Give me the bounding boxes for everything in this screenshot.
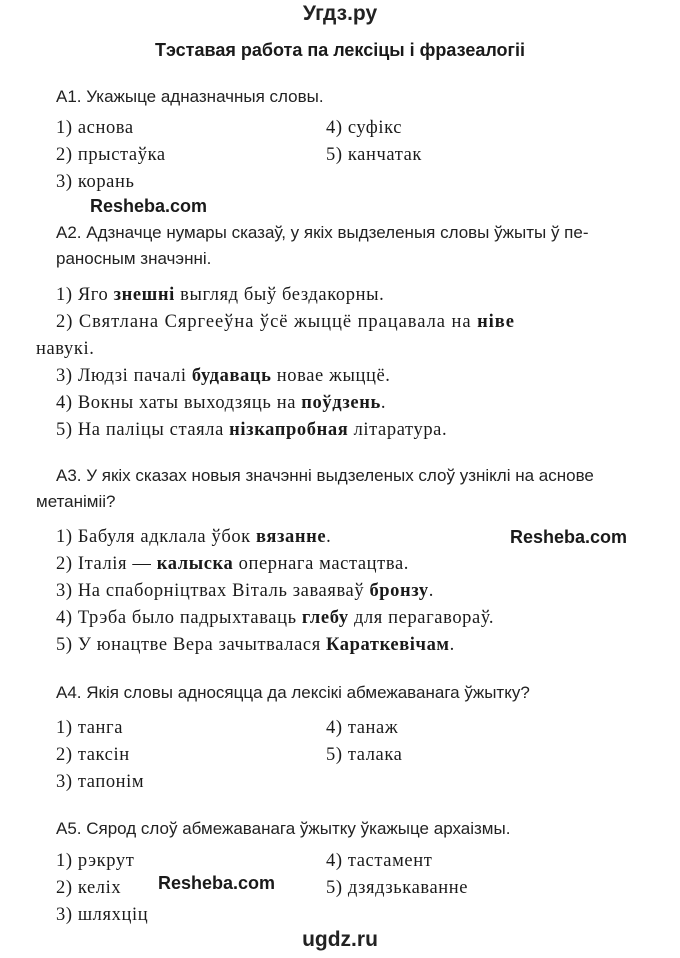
a5-option-2: 2) келіх [56, 878, 122, 898]
a2-option-4: 4) Вокны хаты выходзяць на поўдзень. [56, 393, 387, 413]
watermark-1: Resheba.com [90, 196, 208, 216]
question-a3-line1: А3. У якіх сказах новыя значэнні выдзеленых слоў узніклі на аснове [56, 466, 594, 485]
a5-option-3: 3) шляхціц [56, 905, 149, 925]
a2-option-2-continued: навукі. [36, 339, 95, 359]
page-title: Тэставая работа па лексіцы і фразеалогіі [154, 40, 526, 60]
a3-option-5: 5) У юнацтве Вера зачытвалася Караткевічам. [56, 635, 455, 655]
question-a2-line1: А2. Адзначце нумары сказаў, у якіх выдзеленыя словы ўжыты ў пе- [56, 223, 589, 242]
a1-option-4: 4) суфікс [326, 118, 403, 138]
a4-option-4: 4) танаж [326, 718, 399, 738]
a1-option-2: 2) прыстаўка [56, 145, 166, 165]
a5-option-4: 4) тастамент [326, 851, 433, 871]
a4-option-3: 3) тапонім [56, 772, 145, 792]
a1-option-3: 3) корань [56, 172, 135, 192]
a2-option-1: 1) Яго знешні выгляд быў бездакорны. [56, 285, 385, 305]
a5-option-5: 5) дзядзькаванне [326, 878, 469, 898]
a5-option-1: 1) рэкрут [56, 851, 135, 871]
question-a5: А5. Сярод слоў абмежаванага ўжытку ўкажыце архаізмы. [56, 819, 511, 838]
a1-option-5: 5) канчатак [326, 145, 423, 165]
a3-option-3: 3) На спаборніцтвах Віталь заваяваў бронзу. [56, 581, 435, 601]
a2-option-2: 2) Святлана Сяргееўна ўсё жыццё працавала на ніве [56, 312, 515, 332]
a4-option-5: 5) талака [326, 745, 403, 765]
site-brand-footer: ugdz.ru [302, 928, 378, 951]
a1-option-1: 1) аснова [56, 118, 134, 138]
a3-option-2: 2) Італія — калыска опернага мастацтва. [56, 554, 409, 574]
question-a2-line2: раносным значэнні. [56, 249, 212, 268]
a2-option-3: 3) Людзі пачалі будаваць новае жыццё. [56, 366, 391, 386]
question-a3-line2: метаніміі? [36, 492, 116, 511]
a2-option-5: 5) На паліцы стаяла нізкапробная літаратура. [56, 420, 448, 440]
site-brand-header: Угдз.ру [302, 2, 378, 25]
watermark-2: Resheba.com [510, 527, 628, 547]
a3-option-4: 4) Трэба было падрыхтаваць глебу для перагавораў. [56, 608, 495, 628]
a4-option-1: 1) танга [56, 718, 124, 738]
a4-option-2: 2) таксін [56, 745, 130, 765]
watermark-3: Resheba.com [158, 873, 276, 893]
a3-option-1: 1) Бабуля адклала ўбок вязанне. [56, 527, 332, 547]
question-a1: А1. Укажыце адназначныя словы. [56, 87, 324, 106]
question-a4: А4. Якія словы адносяцца да лексікі абмежаванага ўжытку? [56, 683, 530, 702]
